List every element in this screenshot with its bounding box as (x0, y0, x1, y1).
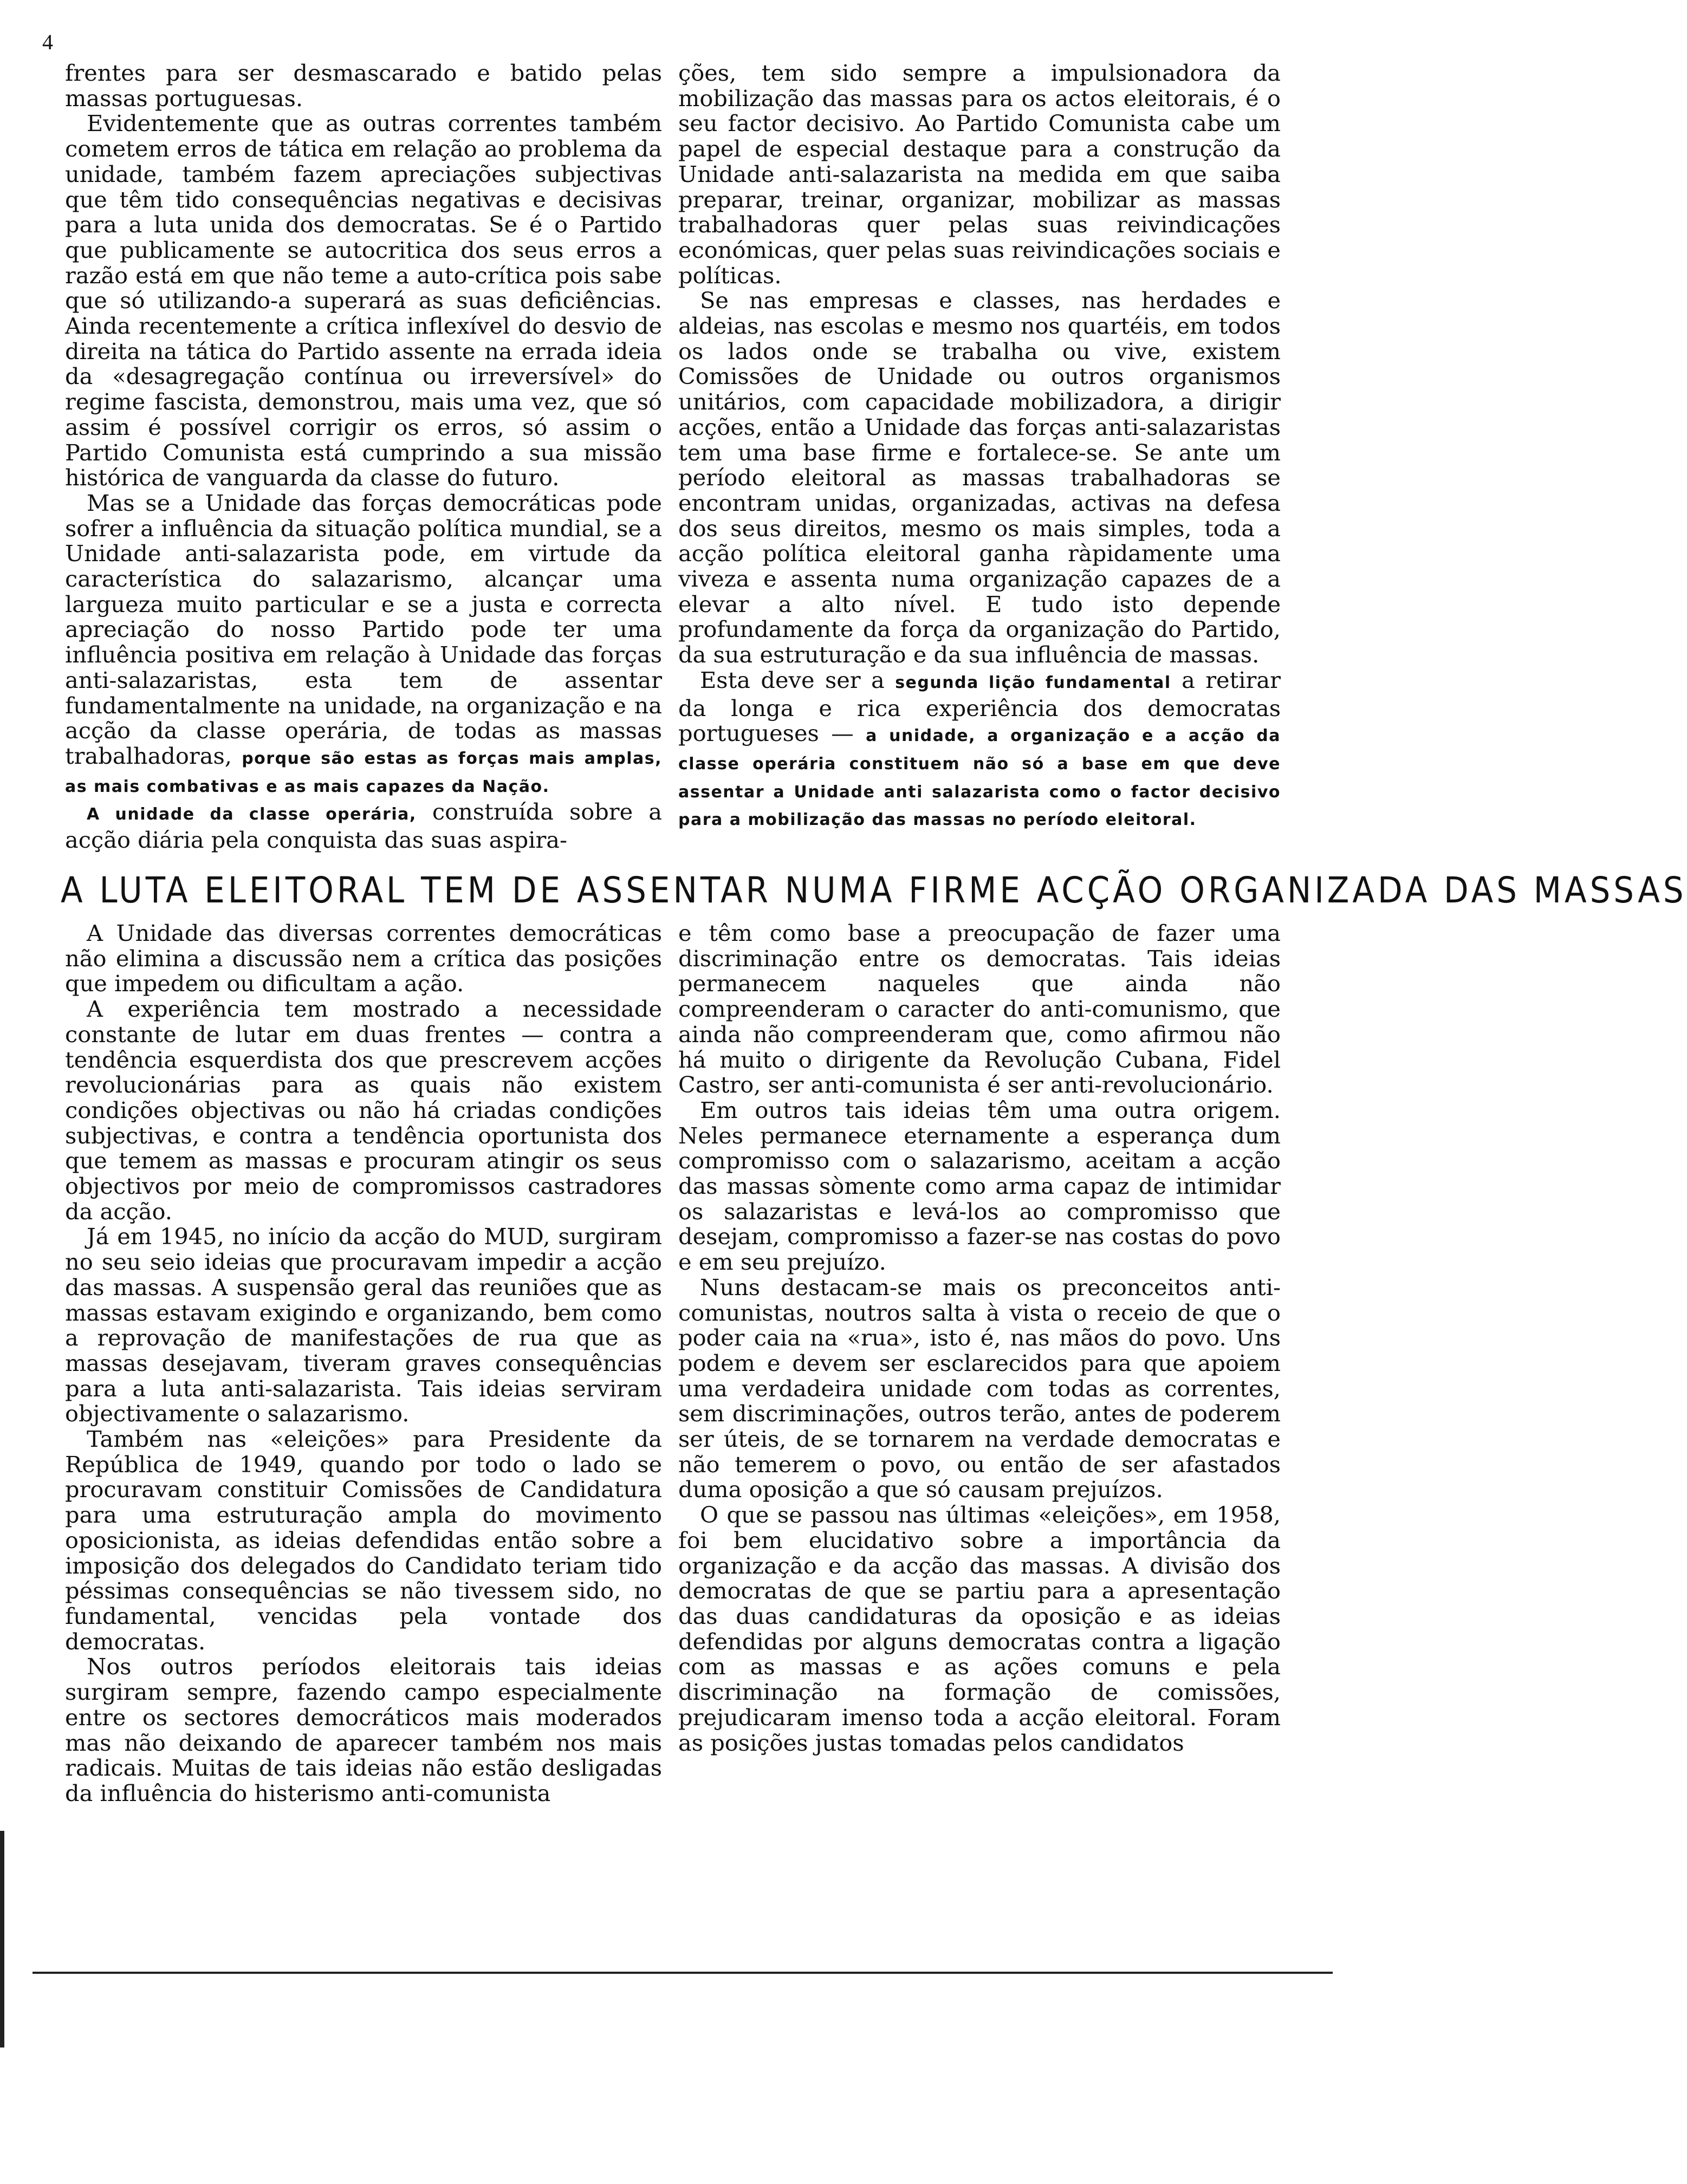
paragraph: Nuns destacam-se mais os preconceitos anti-comunistas, noutros salta à vista o receio de que o poder caia na «rua», isto é, nas mãos do povo. Uns podem e devem ser esclarecidos para que apoiem uma verdadeira unidade com todas as correntes, sem discriminações, outros terão, antes de poderem ser úteis, de se tornarem na verdade democratas e não temerem o povo, ou então de ser afastados duma oposição a que só causam prejuízos. (678, 1273, 1281, 1503)
emphasis-text: A unidade da classe operária, (87, 805, 417, 824)
paragraph: ções, tem sido sempre a impulsionadora da mobilização das massas para os actos eleitorais, é o seu factor decisivo. Ao Partido Comunista cabe um papel de especial destaque para a construção da Unidade anti-salazarista na medida em que saiba preparar, treinar, organizar, mobilizar as massas trabalhadoras quer pelas suas reivindicações económicas, quer pelas suas reivindicações sociais e políticas. (678, 60, 1281, 289)
paragraph: Em outros tais ideias têm uma outra origem. Neles permanece eternamente a esperança dum compromisso com o salazarismo, aceitam a acção das massas sòmente como arma capaz de intimidar os salazaristas e levá-los ao compromisso que desejam, compromisso a fazer-se nas costas do povo e em seu prejuízo. (678, 1096, 1281, 1276)
paragraph: Se nas empresas e classes, nas herdades e aldeias, nas escolas e mesmo nos quartéis, em todos os lados onde se trabalha ou vive, existem Comissões de Unidade ou outros organismos unitários, com capacidade mobilizadora, a dirigir acções, então a Unidade das forças anti-salazaristas tem uma base firme e fortalece-se. Se ante um período eleitoral as massas trabalhadoras se encontram unidas, organizadas, activas na defesa dos seus direitos, mesmo os mais simples, toda a acção política eleitoral ganha ràpidamente uma viveza e assenta numa organização capazes de a elevar a alto nível. E tudo isto depende profundamente da força da organização do Partido, da sua estruturação e da sua influência de massas. (678, 287, 1281, 668)
paragraph (65, 491, 662, 800)
paragraph: e têm como base a preocupação de fazer uma discriminação entre os democratas. Tais ideias permanecem naqueles que ainda não compreenderam o caracter do anti-comunismo, que ainda não compreenderam que, como afirmou não há muito o dirigente da Revolução Cubana, Fidel Castro, ser anti-comunista é ser anti-revolucionário. (678, 920, 1281, 1098)
page-divider (33, 1972, 1333, 1974)
paragraph-text: a retirar da longa e rica experiência dos democratas portugueses — (678, 666, 1281, 747)
article-column-top-left (65, 61, 662, 853)
paragraph (65, 800, 662, 853)
paragraph: frentes para ser desmascarado e batido pelas massas portuguesas. (65, 60, 662, 112)
article-column-bottom-right (678, 921, 1281, 1756)
emphasis-text: segunda lição fundamental (895, 673, 1171, 692)
paragraph-text: Esta deve ser a (700, 666, 885, 693)
paragraph: Também nas «eleições» para Presidente da República de 1949, quando por todo o lado se procuravam constituir Comissões de Candidatura para uma estruturação ampla do movimento oposicionista, as ideias defendidas então sobre a imposição dos delegados do Candidato teriam tido péssimas consequências se não tivessem sido, no fundamental, vencidas pela vontade dos democratas. (65, 1426, 662, 1655)
paragraph: Já em 1945, no início da acção do MUD, surgiram no seu seio ideias que procuravam impedir a acção das massas. A suspensão geral das reuniões que as massas estavam exigindo e organizando, bem como a reprovação de manifestações de rua que as massas desejavam, tiveram graves consequências para a luta anti-salazarista. Tais ideias serviram objectivamente o salazarismo. (65, 1223, 662, 1427)
article-column-bottom-left (65, 921, 662, 1806)
paragraph-text: Mas se a Unidade das forças democráticas pode sofrer a influência da situação política mundial, se a Unidade anti-salazarista pode, em virtude da característica do salazarismo, alcançar uma largueza muito particular e se a justa e correcta apreciação do nosso Partido pode ter uma influência positiva em relação à Unidade das forças anti-salazaristas, esta tem de assentar fundamentalmente na unidade, na organização e na acção da classe operária, de todas as massas trabalhadoras, (65, 489, 662, 769)
page-number: 4 (42, 30, 53, 54)
paragraph: A experiência tem mostrado a necessidade constante de lutar em duas frentes — contra a tendência esquerdista dos que prescrevem acções revolucionárias para as quais não existem condições objectivas ou não há criadas condições subjectivas, e contra a tendência oportunista dos que temem as massas e procuram atingir os seus objectivos por meio de compromissos castradores da acção. (65, 996, 662, 1225)
lesson-paragraph (678, 668, 1281, 833)
section-headline: A LUTA ELEITORAL TEM DE ASSENTAR NUMA FIRME ACÇÃO ORGANIZADA DAS MASSAS (61, 869, 1687, 911)
paragraph: O que se passou nas últimas «eleições», em 1958, foi bem elucidativo sobre a importância da organização e da acção das massas. A divisão dos democratas de que se partiu para a apresentação das duas candidaturas da oposição e as ideias defendidas por alguns democratas contra a ligação com as massas e as ações comuns e pela discriminação na formação de comissões, prejudicaram imenso toda a acção eleitoral. Foram as posições justas tomadas pelos candidatos (678, 1502, 1281, 1756)
paragraph-text: construída sobre a acção diária pela conquista das suas aspira- (65, 798, 662, 854)
paragraph: Evidentemente que as outras correntes também cometem erros de tática em relação ao problema da unidade, também fazem apreciações subjectivas que têm tido consequências negativas e decisivas para a luta unida dos democratas. Se é o Partido que publicamente se autocritica dos seus erros a razão está em que não teme a auto-crítica pois sabe que só utilizando-a superará as suas deficiências. Ainda recentemente a crítica inflexível do desvio de direita na tática do Partido assente na errada ideia da «desagregação contínua ou irreversível» do regime fascista, demonstrou, mais uma vez, que só assim é possível corrigir os erros, só assim o Partido Comunista está cumprindo a sua missão histórica de vanguarda da classe do futuro. (65, 110, 662, 491)
scan-edge-mark (0, 1831, 4, 2047)
article-column-top-right (678, 61, 1281, 833)
paragraph: Nos outros períodos eleitorais tais ideias surgiram sempre, fazendo campo especialmente entre os sectores democráticos mais moderados mas não deixando de aparecer também nos mais radicais. Muitas de tais ideias não estão desligadas da influência do histerismo anti-comunista (65, 1653, 662, 1806)
emphasis-text: a unidade, a organização e a acção da classe operária constituem não só a base em que deve assentar a Unidade anti salazarista como o factor decisivo para a mobilização das massas no período eleitoral. (678, 726, 1281, 830)
paragraph: A Unidade das diversas correntes democráticas não elimina a discussão nem a crítica das posições que impedem ou dificultam a ação. (65, 920, 662, 997)
emphasis-text: porque são estas as forças mais amplas, as mais combativas e as mais capazes da Nação. (65, 749, 662, 796)
